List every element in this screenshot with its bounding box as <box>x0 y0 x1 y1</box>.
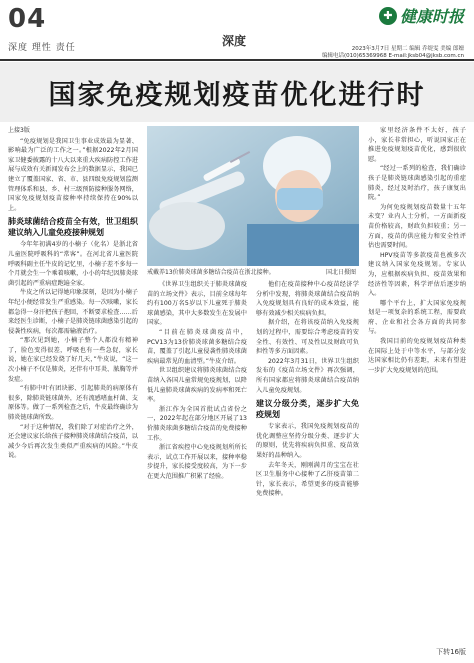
article-column-4 <box>368 126 466 646</box>
paragraph: 为何免疫规划疫苗数量十五年未变？业内人士分析，一方面新疫苗价格较高，财政负担较重；另一方面，疫苗的供应能力和安全性评估也需要时间。 <box>368 203 466 250</box>
page-tagline: 深度 理性 责任 <box>8 43 76 53</box>
caption-text: 戒戴养13价肺炎球菌多糖结合疫苗在浙北接种。 <box>147 269 275 276</box>
paragraph: 牛皮之所以记得她印象深刻，是因为小楠子年纪小便经常发生严重感染。每一次咳嗽，家长都急得一身汗把孩子抱回，不断要求检查……后来经医生诊断，小楠子是肺炎链球菌感染引起的侵袭性疾病，每次都需输液治疗。 <box>8 289 138 335</box>
paragraph: 家里经济条件不太好，孩子小，家长非常担心，听说国家正在推进免疫规划疫苗优化，感到很欣慰。 <box>368 127 466 163</box>
subheading: 肺炎球菌结合疫苗全有效，世卫组织建议纳入儿童免疫接种规划 <box>8 216 138 237</box>
continued-from: 上接3版 <box>8 127 30 134</box>
paragraph: 他们在疫苗接种中心疫苗经济学分析中发现，将肺炎球菌结合疫苗纳入免疫规划具有良好的成本效益，能够有效减少相关疾病负担。 <box>256 281 359 317</box>
subheading: 建议分级分类，逐步扩大免疫规划 <box>256 398 359 419</box>
photo-caption <box>147 267 359 278</box>
photo-credit: 国北日摄图 <box>325 269 356 276</box>
paragraph: 今年年初满4岁的小楠子（化名）是浙北省儿童医院呼吸科的“常客”。在河北省儿童医院呼吸科副主任牛皮的记忆里，小楠子差不多每一个月就会生一个乘着咳嗽，小小的年纪因肺炎球菌引起的严重病症跑遍全家。 <box>8 241 138 287</box>
article-column-3 <box>256 280 359 656</box>
paragraph: 浙江作为全国首批试点省份之一，2022年起在部分地区开展了13价肺炎球菌多糖结合疫苗的免费接种工作。 <box>147 405 247 442</box>
headline-banner <box>0 62 474 122</box>
issue-date: 2023年3月7日 星期二 编辑 乔缇雯 美编 郎嬗 <box>351 46 464 52</box>
paragraph: “目前在肺炎球菌疫苗中，PCV13为13价肺炎球菌多糖结合疫苗，覆盖了引起儿童侵袭性肺炎球菌疾病最常见的血清型。”牛皮介绍。 <box>147 328 247 365</box>
paragraph: 哪个平台上，扩大国家免疫规划是一项复杂的系统工程，需要政府、企业和社会各方面的共同参与。 <box>368 299 466 336</box>
issue-info <box>322 46 464 60</box>
paragraph: HPV疫苗等多款疫苗也被多次建议纳入国家免疫规划。专家认为，应根据疾病负担、疫苗效果和经济性等因素，科学评估后逐步纳入。 <box>368 251 466 298</box>
paragraph: “那次见到她，小楠子整个人都没有精神了，脸色变得很差，呼吸也有一些急促，家长说，她在家已经发烧了好几天，”牛皮说，“这一次小楠子不仅是肺炎，还伴有中耳炎、脓胸等并发症。 <box>8 337 138 383</box>
paragraph: “免疫规划是我国卫生事业成效最为显著、影响最为广泛的工作之一。”根据2022年2月国家卫健委披露的十八大以来重大疾病防控工作进展与成效有关新闻发布会上的数据显示，我国已建立了覆盖国家、省、市、县四级免疫规划监测管理体系和县、乡、村三级预防接种服务网络，国家免疫规划疫苗接种率持续保持在90%以上。 <box>8 137 138 212</box>
article-photo <box>147 126 359 266</box>
logo-text: 健康时报 <box>399 7 464 26</box>
paragraph: 据介绍，在将该疫苗纳入免疫规划的过程中，需要综合考虑疫苗的安全性、有效性、可及性以及财政可负担性等多方面因素。 <box>256 319 359 356</box>
headline: 国家免疫规划疫苗优化进行时 <box>48 79 426 111</box>
paragraph: 专家表示，我国免疫规划疫苗的优化调整应坚持分级分类、逐步扩大的原则，优先将疾病负担重、疫苗效果好的品种纳入。 <box>256 423 359 459</box>
continued-on: 下转16版 <box>436 648 466 656</box>
paragraph: 去年冬天，刚刚满月的宝宝在社区卫生服务中心接种了乙肝疫苗第二针，家长表示，希望更多的疫苗能够免费接种。 <box>256 461 359 498</box>
vaccination-photo <box>147 126 359 266</box>
paragraph: 浙江省疾控中心免疫规划所所长表示，试点工作开展以来，接种率稳步提升，家长接受度较高，为下一步在更大范围推广积累了经验。 <box>147 444 247 480</box>
editor-contact: 编辑电话(010)65369968 E-mail:jksb04@jksb.com.cn <box>321 53 464 59</box>
article-column-1 <box>8 126 138 656</box>
paragraph: “有肺中叶有团块影、引起肺炎的病原体有很多，除肺炎链球菌外，还有流感嗜血杆菌、支原体等。做了一系列检查之后，牛皮最终确诊为肺炎链球菌所致。 <box>8 385 138 422</box>
page-header <box>0 0 474 58</box>
paragraph: 《世界卫生组织关于肺炎球菌疫苗的立场文件》表示，目前全球每年约有100万名5岁以下儿童死于肺炎球菌感染，其中大多数发生在发展中国家。 <box>147 281 247 327</box>
section-label: 深度 <box>222 34 247 48</box>
paragraph: “对于这种情况，我们除了对症治疗之外，还会建议家长给孩子接种肺炎球菌结合疫苗，以减少今后再次发生类似严重疾病的风险。”牛皮说。 <box>8 423 138 460</box>
paragraph: 2022年3月31日，世界卫生组织发布的《疫苗立场文件》再次强调，所有国家都应将肺炎球菌结合疫苗纳入儿童免疫规划。 <box>256 357 359 394</box>
page-number: 04 <box>8 4 47 34</box>
paragraph: “经过一系列的检查，我们确诊孩子是肺炎链球菌感染引起的重症肺炎，经过及时治疗，孩子康复出院。” <box>368 165 466 202</box>
logo-icon: ✚ <box>379 7 397 25</box>
paragraph: 世卫组织建议将肺炎球菌结合疫苗纳入各国儿童常规免疫规划，以降低儿童肺炎球菌疾病的发病率和死亡率。 <box>147 367 247 404</box>
newspaper-logo <box>379 4 464 27</box>
paragraph: 我国目前的免疫规划疫苗种类在国际上处于中等水平，与部分发达国家相比仍有差距，未来有望进一步扩大免疫规划的范围。 <box>368 338 466 374</box>
article-column-2 <box>147 280 247 656</box>
header-divider <box>0 59 474 61</box>
